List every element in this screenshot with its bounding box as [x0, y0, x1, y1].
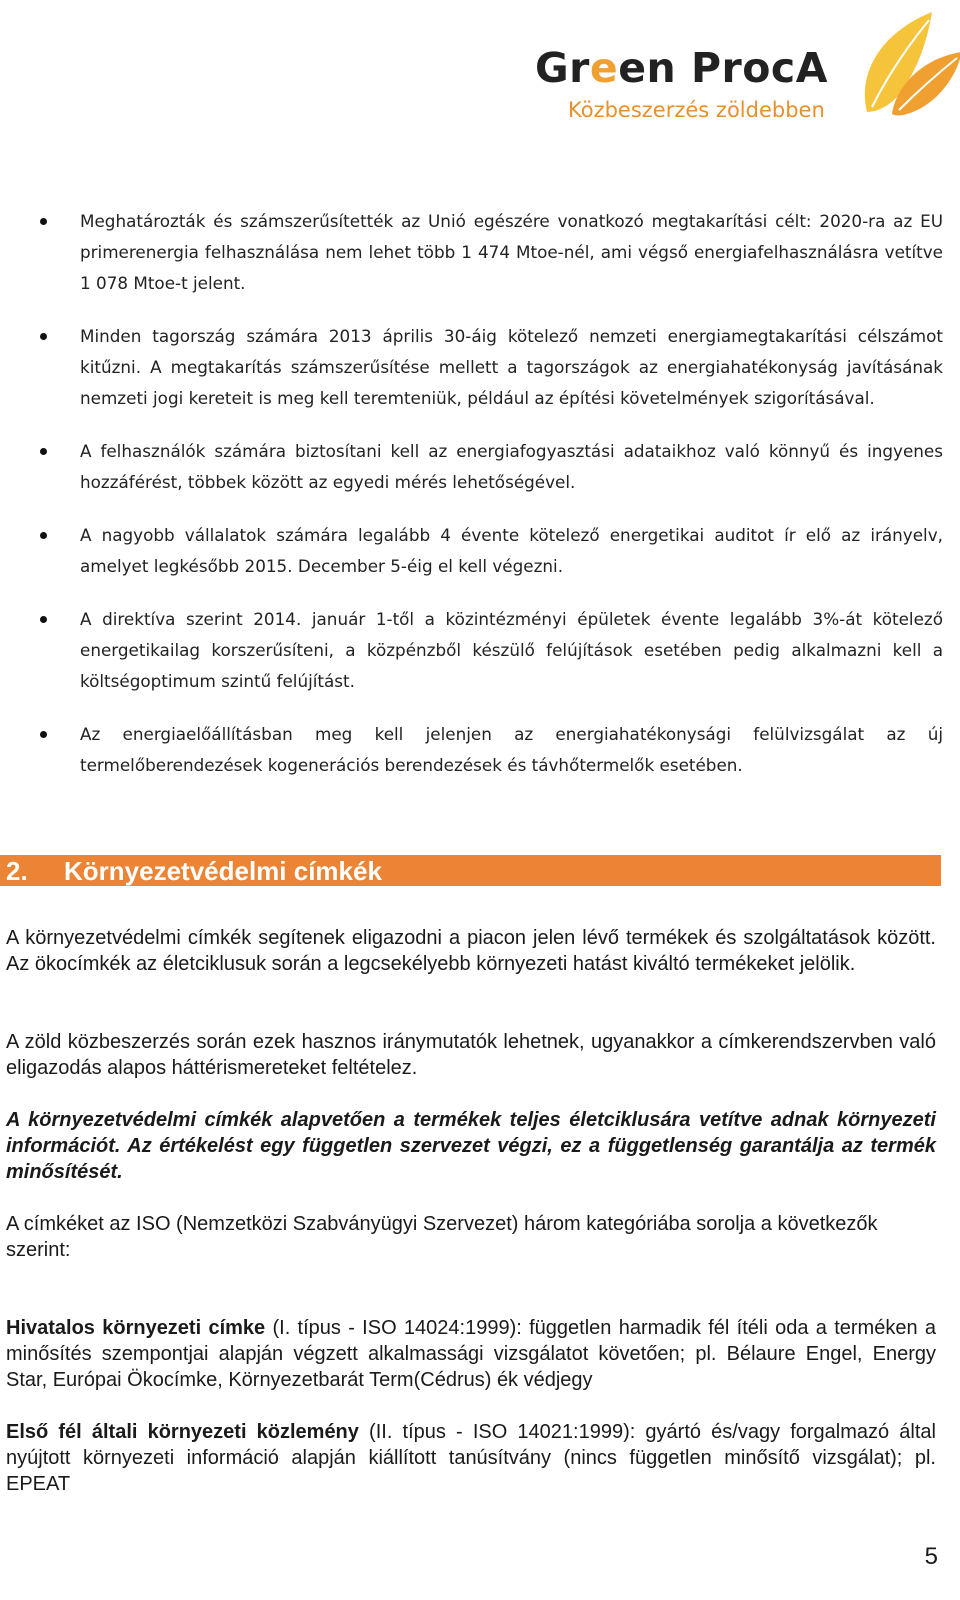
type-2-claim-text: (II. típus - ISO 14021:1999): gyártó és/vagy forgalmazó által nyújtott környezeti információ alapján kiállított tanúsítvány (nincs független minősítő vizsgálat); pl. EPEAT — [6, 1421, 936, 1495]
paragraph-emphasis: A környezetvédelmi címkék alapvetően a termékek teljes életciklusára vetítve adnak környezeti információt. Az értékelést egy független szervezet végzi, ez a függetlenség garantálja az termék minősítését. — [6, 1109, 936, 1183]
section-heading — [0, 855, 941, 886]
paragraph-type-1-label — [6, 1315, 936, 1393]
list-item: Az energiaelőállításban meg kell jelenjen az energiahatékonysági felülvizsgálat az új termelőberendezések kogenerációs berendezések és távhőtermelők esetében. — [35, 719, 943, 781]
bullet-icon — [40, 731, 47, 738]
paragraph-green-procurement: A zöld közbeszerzés során ezek hasznos iránymutatók lehetnek, ugyanakkor a címkerendszervben való eligazodás alapos háttérismereteket feltételez. — [6, 1031, 936, 1079]
bullet-icon — [40, 218, 47, 225]
paragraph-intro: A környezetvédelmi címkék segítenek eligazodni a piacon jelen lévő termékek és szolgáltatások között. Az ökocímkék az életciklusuk során a legcsekélyebb környezeti hatást kiváltó termékeket jelölik. — [6, 927, 936, 975]
list-item: A nagyobb vállalatok számára legalább 4 évente kötelező energetikai auditot ír elő az irányelv, amelyet legkésőbb 2015. December 5-éig el kell végezni. — [35, 520, 943, 582]
list-item: A felhasználók számára biztosítani kell az energiafogyasztási adataikhoz való könnyű és ingyenes hozzáférést, többek között az egyedi mérés lehetőségével. — [35, 436, 943, 498]
iso-categories-text-end: szerint: — [6, 1239, 71, 1261]
logo-title: Green ProcA — [535, 44, 828, 92]
type-1-label-text: (I. típus - ISO 14024:1999): független harmadik fél ítéli oda a terméken a minősítés szempontjai alapján végzett alkalmassági vizsgálatot követően; pl. Bélaure Engel, Energy Star, Európai Ökocímke, Környezetbarát Term(Cédrus) ék védjegy — [6, 1317, 936, 1391]
bullet-icon — [40, 616, 47, 623]
list-item: Minden tagország számára 2013 április 30-áig kötelező nemzeti energiamegtakarítási célszámot kitűzni. A megtakarítás számszerűsítése mellett a tagországok az energiahatékonyság javításának nemzeti jogi kereteit is meg kell teremteniük, például az építési követelmények szigorításával. — [35, 321, 943, 414]
leaf-logo-icon — [837, 2, 960, 122]
green-proca-logo — [535, 6, 960, 126]
list-item: Meghatározták és számszerűsítették az Unió egészére vonatkozó megtakarítási célt: 2020-ra az EU primerenergia felhasználása nem lehet több 1 474 Mtoe-nél, ami végső energiafelhasználásra vetítve 1 078 Mtoe-t jelent. — [35, 206, 943, 299]
page-number: 5 — [924, 1543, 938, 1570]
paragraph-type-2-claim — [6, 1419, 936, 1497]
paragraph-iso-categories — [6, 1211, 936, 1263]
bullet-icon — [40, 448, 47, 455]
type-1-label-title: Hivatalos környezeti címke — [6, 1317, 266, 1339]
bullet-list — [35, 206, 943, 803]
bullet-icon — [40, 532, 47, 539]
iso-categories-text: A címkéket az ISO (Nemzetközi Szabványügyi Szervezet) három kategóriába sorolja a következők — [6, 1213, 878, 1235]
section-title: Környezetvédelmi címkék — [64, 856, 382, 886]
section-number: 2. — [6, 856, 28, 886]
logo-subtitle: Közbeszerzés zöldebben — [568, 98, 825, 122]
list-item: A direktíva szerint 2014. január 1-től a közintézményi épületek évente legalább 3%-át kötelező energetikailag korszerűsíteni, a közpénzből készülő felújítások esetében pedig alkalmazni kell a költségoptimum szintű felújítást. — [35, 604, 943, 697]
type-2-claim-title: Első fél általi környezeti közlemény — [6, 1421, 359, 1443]
bullet-icon — [40, 333, 47, 340]
